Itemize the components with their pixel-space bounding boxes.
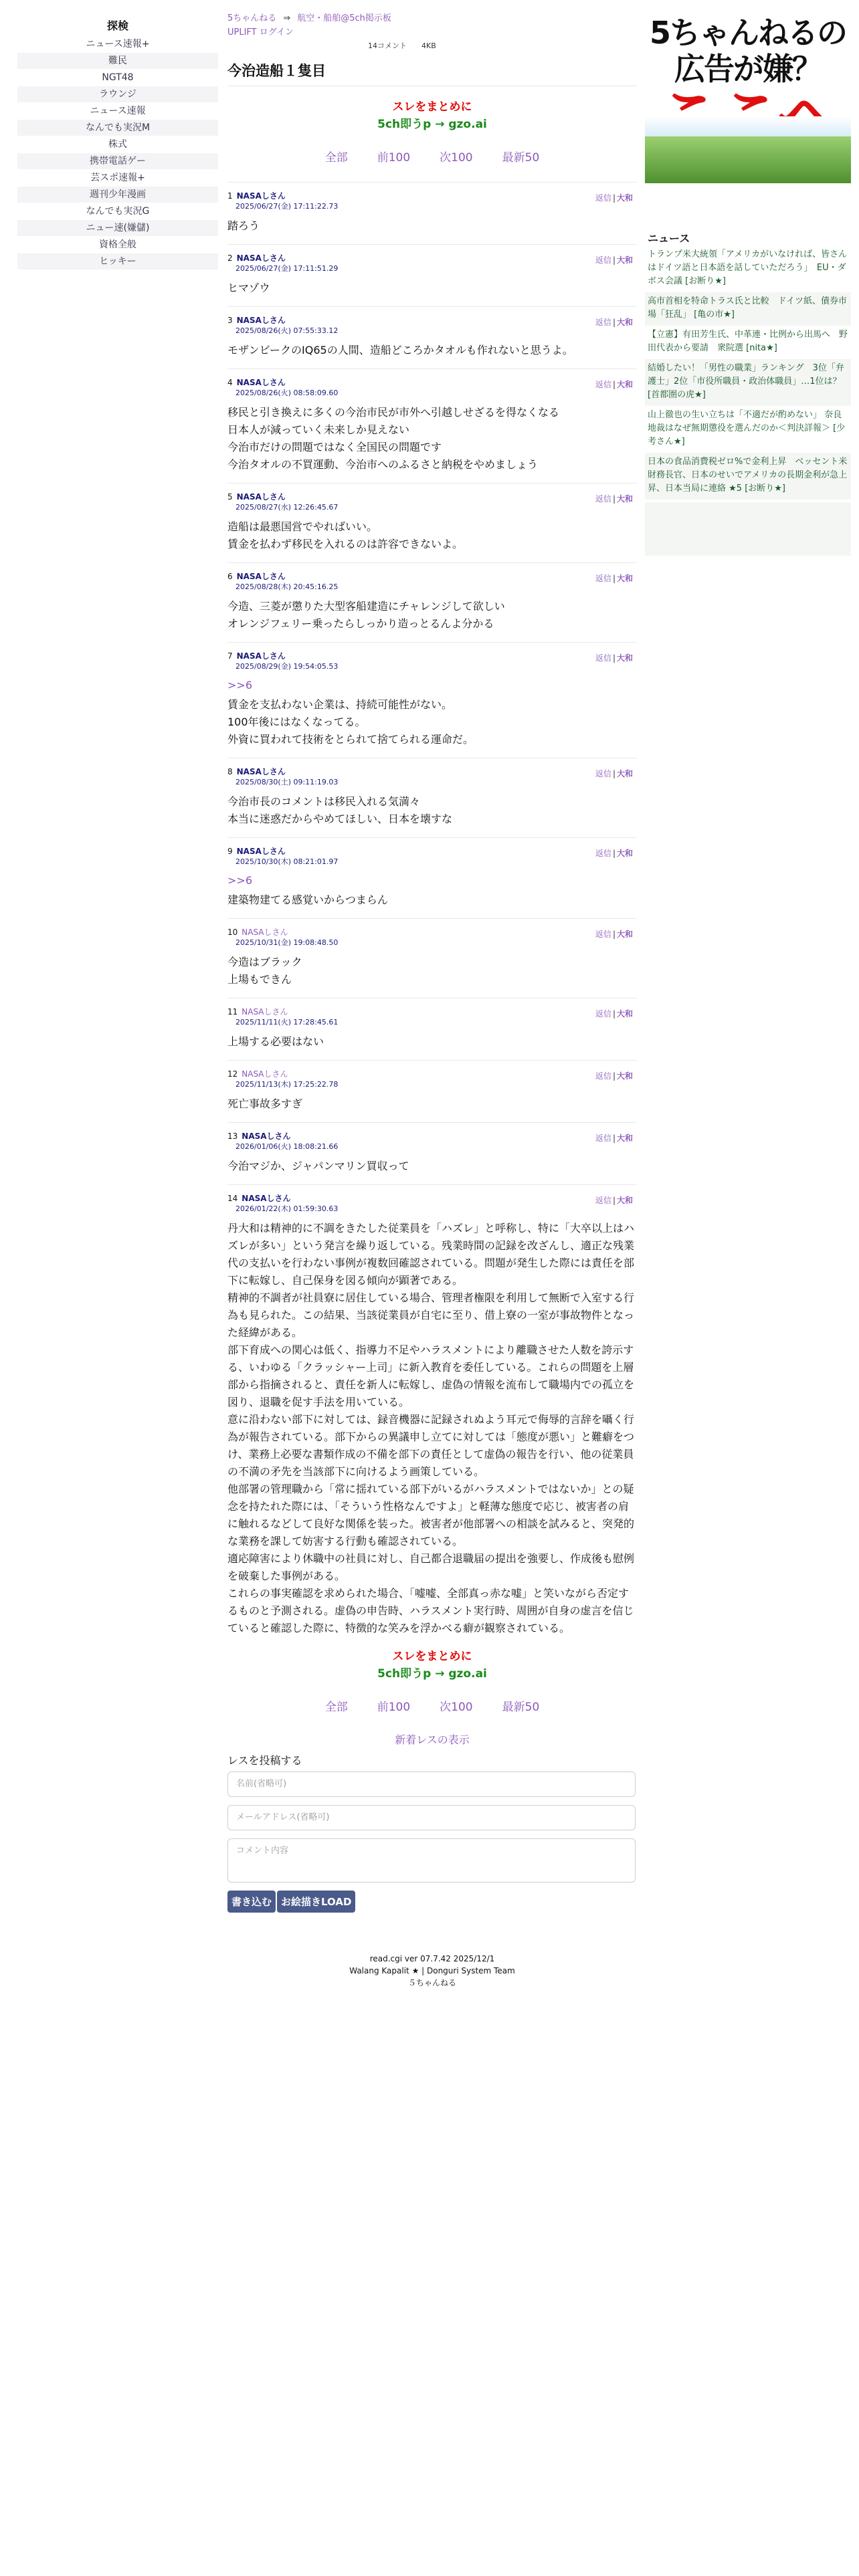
post-actions <box>595 928 633 940</box>
post-author: NASAしさん <box>236 847 286 856</box>
nav-prev100[interactable]: 前100 <box>377 151 411 165</box>
post-author: NASAしさん <box>242 1194 291 1203</box>
news-list <box>645 245 851 500</box>
post-body-line: 移民と引き換えに多くの今治市民が市外へ引越しせざるを得なくなる <box>227 406 560 419</box>
post-number[interactable]: 8 <box>227 767 233 776</box>
post-body <box>227 891 637 909</box>
sidebar-item[interactable]: ニュース速報+ <box>86 39 150 49</box>
sidebar-list <box>17 36 218 270</box>
post-body-line: 今治市長のコメントは移民入れる気満々 <box>227 795 421 808</box>
post-number[interactable]: 3 <box>227 316 233 325</box>
action-separator: | <box>612 1134 615 1143</box>
big-link[interactable]: 大和 <box>616 1009 633 1018</box>
post-header <box>227 846 637 857</box>
post-number[interactable]: 12 <box>227 1069 238 1079</box>
reply-link[interactable]: 返信 <box>595 653 611 663</box>
post-actions <box>595 254 633 265</box>
sidebar-item[interactable]: 芸スポ速報+ <box>90 173 145 183</box>
action-separator: | <box>612 849 615 858</box>
promo-line1: スレをまとめに <box>392 100 472 114</box>
post-header <box>227 191 637 201</box>
post-form-label: レスを投稿する <box>227 1754 302 1767</box>
post <box>227 483 637 562</box>
post-author: NASAしさん <box>236 191 286 201</box>
post-body-line: 今造はブラック <box>227 956 302 968</box>
post-number[interactable]: 13 <box>227 1132 238 1141</box>
sidebar-item[interactable]: 週刊少年漫画 <box>17 187 218 203</box>
post <box>227 1060 637 1122</box>
action-separator: | <box>612 769 615 778</box>
name-input[interactable]: 名前(省略可) <box>227 1772 636 1797</box>
breadcrumb-site-link[interactable]: 5ちゃんねる <box>227 13 277 23</box>
post-date: 2025/08/27(水) 12:26:45.67 <box>235 503 339 512</box>
post-author: NASAしさん <box>236 651 286 661</box>
nav-next100[interactable]: 次100 <box>440 1701 473 1714</box>
post-date: 2025/10/31(金) 19:08:48.50 <box>235 938 339 947</box>
big-link[interactable]: 大和 <box>616 1134 633 1143</box>
post-actions <box>595 379 633 390</box>
comment-count: 14コメント <box>368 41 407 50</box>
promo-line2[interactable]: 5ch即うp → gzo.ai <box>377 1667 487 1681</box>
sidebar-item[interactable]: 資格全般 <box>99 239 136 250</box>
oekaki-button[interactable]: お絵描きLOAD <box>277 1891 355 1913</box>
post-date: 2025/08/30(土) 09:11:19.03 <box>235 778 339 786</box>
post-body-line: 日本人が減っていく未来しか見えない <box>227 423 410 436</box>
post-author: NASAしさん <box>236 378 286 387</box>
footer-version: read.cgi ver 07.7.42 2025/12/1 <box>369 1954 495 1963</box>
post-body <box>227 793 637 828</box>
post-actions <box>595 1070 633 1081</box>
post-author: NASAしさん <box>242 1007 288 1016</box>
post-date: 2026/01/22(木) 01:59:30.63 <box>235 1204 339 1213</box>
promo-line1: スレをまとめに <box>392 1650 472 1663</box>
post-author: NASAしさん <box>236 253 286 263</box>
sidebar-item[interactable]: ニュース速報 <box>90 106 146 116</box>
post-body <box>227 598 637 633</box>
post-actions <box>595 316 633 328</box>
nav-latest50[interactable]: 最新50 <box>502 1701 540 1714</box>
sidebar-item[interactable]: NGT48 <box>102 72 134 83</box>
post-header <box>227 1193 637 1204</box>
post-body-line: オレンジフェリー乗ったらしっかり造っとるんよ分かる <box>227 617 494 630</box>
reply-link[interactable]: 返信 <box>595 380 611 389</box>
post <box>227 182 637 244</box>
post-body <box>227 280 637 297</box>
post-number[interactable]: 7 <box>227 651 233 661</box>
post-actions <box>595 1132 633 1144</box>
nav-next100[interactable]: 次100 <box>440 151 473 165</box>
submit-button[interactable]: 書き込む <box>227 1891 276 1913</box>
news-item[interactable]: 【立憲】有田芳生氏、中革連・比例から出馬へ 野田代表から要請 衆院選 [nita★] <box>648 330 848 353</box>
post-number[interactable]: 4 <box>227 378 233 387</box>
nav-latest50[interactable]: 最新50 <box>502 151 540 165</box>
post <box>227 758 637 837</box>
post-header <box>227 571 637 582</box>
post-author: NASAしさん <box>236 572 286 581</box>
post-body-line: 上場もできん <box>227 973 292 986</box>
promo-bottom[interactable] <box>227 1648 637 1683</box>
post-body-line: 死亡事故多すぎ <box>227 1097 303 1110</box>
sidebar-item[interactable]: ヒッキー <box>17 253 218 270</box>
post-body <box>227 1158 637 1175</box>
nav-all[interactable]: 全部 <box>324 151 348 165</box>
post-body-line: 精神的不調者が社員寮に居住している場合、管理者権限を利用して無断で入室する行為も見られた。この結果、当該従業員が自宅に至り、借上寮の一室が事故物件となった経緯がある。 <box>227 1291 635 1339</box>
ad-line2: 広告が嫌？ <box>674 51 822 87</box>
post-date: 2025/11/11(火) 17:28:45.61 <box>235 1018 339 1027</box>
post-actions <box>595 572 633 584</box>
post-body <box>227 954 637 988</box>
post-body-line: 建築物建てる感覚いからつまらん <box>227 893 388 906</box>
big-link[interactable]: 大和 <box>616 769 633 778</box>
post <box>227 918 637 998</box>
action-separator: | <box>612 1071 615 1081</box>
post-body-line: 上場する必要はない <box>227 1035 324 1048</box>
comment-textarea[interactable]: コメント内容 <box>227 1838 636 1883</box>
reply-link[interactable]: 返信 <box>595 1071 611 1081</box>
post-date: 2025/08/26(火) 08:58:09.60 <box>235 389 339 397</box>
post-date: 2025/08/26(火) 07:55:33.12 <box>235 326 339 335</box>
reply-link[interactable]: 返信 <box>595 494 611 504</box>
action-separator: | <box>612 653 615 663</box>
sidebar-item[interactable]: ニュー速(嫌儲) <box>17 220 218 236</box>
post-body-line: これらの事実確認を求められた場合、「嘘嘘、全部真っ赤な嘘」と笑いながら否定するものと予測される。虚偽の申告時、ハラスメント実行時、周囲が自身の虚言を信じていると確認した際に、特徴的な笑みを浮かべる癖が観察されている。 <box>227 1587 634 1634</box>
footer-credit: Walang Kapalit ★ | Donguri System Team <box>349 1966 515 1975</box>
big-link[interactable]: 大和 <box>616 1071 633 1081</box>
post-date: 2025/11/13(木) 17:25:22.78 <box>235 1080 339 1089</box>
reply-link[interactable]: 返信 <box>595 255 611 265</box>
action-separator: | <box>612 255 615 265</box>
mail-input[interactable]: メールアドレス(省略可) <box>227 1805 636 1830</box>
post-author: NASAしさん <box>236 767 286 776</box>
post-body-line: 踏ろう <box>227 219 260 232</box>
post-number[interactable]: 1 <box>227 191 233 201</box>
breadcrumb <box>227 12 637 25</box>
post-body <box>227 1095 637 1113</box>
post-body-line: 今治市だけの問題ではなく全国民の問題です <box>227 441 442 453</box>
post-date: 2026/01/06(火) 18:08:21.66 <box>235 1142 339 1151</box>
post-header <box>227 766 637 777</box>
post <box>227 368 637 483</box>
action-separator: | <box>612 318 615 327</box>
post-body-line: 造船は最悪国営でやればいい。 <box>227 520 378 533</box>
form-buttons <box>227 1891 637 1913</box>
post-date: 2025/06/27(金) 17:11:22.73 <box>235 202 339 211</box>
big-link[interactable]: 大和 <box>616 653 633 663</box>
post-date: 2025/08/29(金) 19:54:05.53 <box>235 662 339 671</box>
post-number[interactable]: 9 <box>227 847 233 856</box>
sidebar-item[interactable]: 携帯電話ゲー <box>17 153 218 169</box>
post-body-line: 他部署の管理職から「常に揺れている部下がいるがハラスメントではないか」との疑念を持たれた際には、「そういう性格なんですよ」と軽薄な態度で応じ、被害者の肩に触れるなどして良好な関係を装った。被害者が他部署への相談を試みると、突発的な業務を課して妨害する行動も確認されている。 <box>227 1483 635 1547</box>
post-header <box>227 927 637 938</box>
post-date: 2025/06/27(金) 17:11:51.29 <box>235 264 339 273</box>
nav-all[interactable]: 全部 <box>324 1701 348 1714</box>
post-actions <box>595 1194 633 1206</box>
post-body-line: モザンビークのIQ65の人間、造船どころかタオルも作れないと思うよ。 <box>227 344 573 356</box>
post-author: NASAしさん <box>242 1069 288 1079</box>
post-body-line: 賃金を払わず移民を入れるのは許容できないよ。 <box>227 538 464 550</box>
post <box>227 562 637 642</box>
action-separator: | <box>612 1009 615 1018</box>
post-number[interactable]: 6 <box>227 572 233 581</box>
action-separator: | <box>612 574 615 583</box>
news-item[interactable]: 山上徹也の生い立ちは「不適だが酌めない」 奈良地裁はなぜ無期懲役を選んだのか＜判決詳報＞ [少考さん★] <box>648 410 846 447</box>
post-actions <box>595 1008 633 1019</box>
post-body <box>227 1033 637 1051</box>
post-actions <box>595 652 633 663</box>
reply-link[interactable]: 返信 <box>595 849 611 858</box>
post-header <box>227 1006 637 1017</box>
thread-meta <box>368 40 637 52</box>
post-body-line: 今治タオルの不買運動、今治市へのふるさと納税をやめましょう <box>227 458 539 471</box>
post-body-line: 100年後にはなくなってる。 <box>227 716 366 728</box>
reply-link[interactable]: 返信 <box>595 1009 611 1018</box>
post-actions <box>595 192 633 203</box>
sidebar-heading: 探検 <box>106 19 128 32</box>
post-body-line: 意に沿わない部下に対しては、録音機器に記録されぬよう耳元で侮辱的言辞を囁く行為が報告されている。部下からの異議申し立てに対しては「態度が悪い」と難癖をつけ、業務上必要な書類作成の不備を部下の責任として虚偽の報告を行い、他の従業員の不満の矛先を当該部下に向けるよう画策している。 <box>227 1413 635 1478</box>
post-header <box>227 1069 637 1079</box>
post-date: 2025/08/28(木) 20:45:16.25 <box>235 582 339 591</box>
post-author: NASAしさん <box>242 1132 291 1141</box>
action-separator: | <box>612 380 615 389</box>
action-separator: | <box>612 193 615 203</box>
post-number[interactable]: 2 <box>227 253 233 263</box>
big-link[interactable]: 大和 <box>616 193 633 203</box>
main-content <box>227 12 637 1989</box>
post <box>227 837 637 918</box>
big-link[interactable]: 大和 <box>616 494 633 504</box>
ad-sky <box>645 116 851 136</box>
post-body <box>227 342 637 359</box>
action-separator: | <box>612 930 615 939</box>
post-date: 2025/10/30(木) 08:21:01.97 <box>235 857 339 866</box>
sidebar-item[interactable]: なんでも実況G <box>86 206 150 217</box>
breadcrumb-arrow: ⇒ <box>283 13 291 23</box>
post-body-line: 今治マジか、ジャパンマリン買収って <box>227 1160 409 1172</box>
post-body <box>227 1220 637 1637</box>
promo-top[interactable] <box>227 98 637 133</box>
big-link[interactable]: 大和 <box>616 1196 633 1205</box>
big-link[interactable]: 大和 <box>616 930 633 939</box>
post-header <box>227 253 637 263</box>
login-link[interactable]: UPLIFT ログイン <box>227 27 294 37</box>
reply-link[interactable]: 返信 <box>595 318 611 327</box>
new-res-link[interactable]: 新着レスの表示 <box>395 1733 470 1746</box>
breadcrumb-board-link[interactable]: 航空・船舶@5ch掲示板 <box>297 13 391 23</box>
ad-line1: 5ちゃんねるの <box>649 15 846 51</box>
post-body <box>227 696 637 748</box>
sidebar-item[interactable]: 株式 <box>108 139 127 150</box>
post-body-line: 今造、三菱が懲りた大型客船建造にチャレンジして欲しい <box>227 600 505 613</box>
post-anchor-link[interactable]: >>6 <box>227 874 252 887</box>
post-header <box>227 377 637 388</box>
post-body-line: 本当に迷惑だからやめてほしい、日本を壊すな <box>227 813 453 825</box>
post <box>227 642 637 758</box>
promo-line2[interactable]: 5ch即うp → gzo.ai <box>377 118 487 131</box>
post-list <box>227 182 637 1646</box>
post-header <box>227 315 637 326</box>
post-number[interactable]: 10 <box>227 928 238 937</box>
big-link[interactable]: 大和 <box>616 255 633 265</box>
post-body-line: 賃金を支払わない企業は、持続可能性がない。 <box>227 698 453 711</box>
news-heading: ニュース <box>648 232 690 245</box>
sidebar-item[interactable]: ラウンジ <box>17 86 218 102</box>
ad-grass-image <box>645 136 851 183</box>
thread-title: 今治造船１隻目 <box>227 60 637 86</box>
post-body <box>227 404 637 473</box>
post-header <box>227 651 637 661</box>
post <box>227 306 637 368</box>
reply-link[interactable]: 返信 <box>595 574 611 583</box>
sidebar-item[interactable]: なんでも実況M <box>17 120 218 136</box>
action-separator: | <box>612 494 615 504</box>
big-link[interactable]: 大和 <box>616 380 633 389</box>
post-actions <box>595 847 633 859</box>
post-body-line: 部下育成への関心は低く、指導力不足やハラスメントにより離職させた人数を誇示する、いわゆる「クラッシャー上司」に新入教育を委任している。これらの問題を上層部から指摘されると、責任を新人に転嫁し、虚偽の情報を流布して職場内での孤立を図り、退職を促す手法を用いている。 <box>227 1344 635 1408</box>
reply-link[interactable]: 返信 <box>595 769 611 778</box>
reply-link[interactable]: 返信 <box>595 1196 611 1205</box>
reply-link[interactable]: 返信 <box>595 1134 611 1143</box>
post-author: NASAしさん <box>236 316 286 325</box>
news-item[interactable]: トランプ米大統領「アメリカがいなければ、皆さんはドイツ語と日本語を話していただろう」 EU・ダボス会議 [お断り★] <box>648 249 848 286</box>
footer-site[interactable]: ５ちゃんねる <box>407 1978 456 1988</box>
post-actions <box>595 768 633 779</box>
nav-prev100[interactable]: 前100 <box>377 1701 411 1714</box>
news-item[interactable]: 日本の食品消費税ゼロ%で金利上昇 ベッセント米財務長官、日本のせいでアメリカの長期金利が急上昇、日本当局に連絡 ★5 [お断り★] <box>645 453 851 500</box>
post <box>227 1122 637 1184</box>
post-body-line: ヒマゾウ <box>227 282 270 294</box>
action-separator: | <box>612 1196 615 1205</box>
right-column <box>645 15 851 556</box>
post-body-line: 外資に買われて技術をとられて捨てられる運命だ。 <box>227 733 474 746</box>
ad-banner[interactable] <box>645 15 851 183</box>
post-body <box>227 217 637 235</box>
post <box>227 998 637 1060</box>
post-actions <box>595 493 633 504</box>
thread-nav-top <box>227 148 637 165</box>
post-author: NASAしさん <box>236 492 286 502</box>
sidebar-item[interactable]: 難民 <box>17 53 218 69</box>
post <box>227 244 637 306</box>
post-header <box>227 492 637 502</box>
big-link[interactable]: 大和 <box>616 574 633 583</box>
post-header <box>227 1131 637 1142</box>
thread-size: 4KB <box>421 41 436 50</box>
footer <box>227 1953 637 1989</box>
big-link[interactable]: 大和 <box>616 849 633 858</box>
post-body-line: 丹大和は精神的に不調をきたした従業員を「ハズレ」と呼称し、特に「大卒以上はハズレが多い」という発言を繰り返している。残業時間の記録を改ざんし、適正な残業代の支払いを行わない事例が複数回確認されている。問題が発生した際には責任を部下に転嫁し、自己保身を図る傾向が顕著である。 <box>227 1222 635 1287</box>
post-number[interactable]: 14 <box>227 1194 238 1203</box>
big-link[interactable]: 大和 <box>616 318 633 327</box>
news-empty-block <box>645 502 851 556</box>
reply-link[interactable]: 返信 <box>595 930 611 939</box>
news-item[interactable]: 高市首相を特命トラス氏と比較 ドイツ紙、債券市場「狂乱」 [亀の市★] <box>645 292 851 326</box>
post-body-line: 適応障害により休職中の社員に対し、自己都合退職届の提出を強要し、作成後も慰例を破棄した事例がある。 <box>227 1552 635 1582</box>
post-author: NASAしさん <box>242 928 288 937</box>
post-anchor-link[interactable]: >>6 <box>227 679 252 691</box>
post <box>227 1184 637 1646</box>
left-sidebar <box>17 12 218 270</box>
post-number[interactable]: 5 <box>227 492 233 502</box>
thread-nav-bottom <box>227 1697 637 1714</box>
post-number[interactable]: 11 <box>227 1007 238 1016</box>
reply-link[interactable]: 返信 <box>595 193 611 203</box>
post-body <box>227 518 637 553</box>
news-item[interactable]: 結婚したい！「男性の職業」ランキング 3位「弁護士」2位「市役所職員・政治体職員」…1位は？ [首都圏の虎★] <box>645 359 851 406</box>
